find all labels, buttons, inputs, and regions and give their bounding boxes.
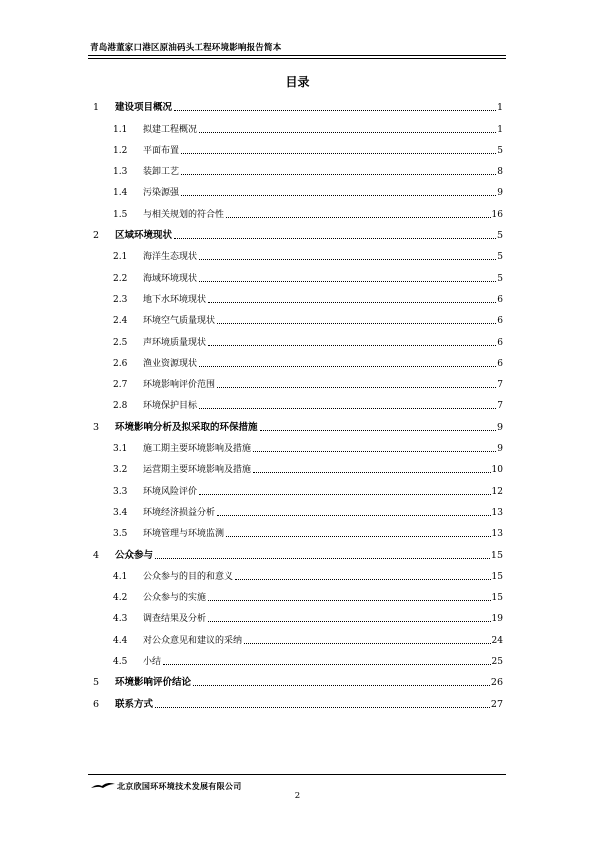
toc-entry-page: 10	[491, 465, 503, 476]
toc-dot-leader	[235, 579, 491, 580]
toc-entry-page: 5	[496, 230, 503, 242]
toc-section-entry[interactable]	[93, 454, 503, 475]
bird-logo-icon	[90, 781, 116, 791]
toc-entry-page: 9	[497, 188, 503, 199]
toc-entry-number: 1.2	[113, 145, 128, 156]
toc-entry-title: 环境经济损益分析	[143, 507, 216, 518]
toc-entry-title: 海洋生态现状	[143, 252, 198, 263]
toc-entry-title: 对公众意见和建议的采纳	[143, 635, 243, 646]
toc-entry-title: 地下水环境现状	[143, 294, 207, 305]
toc-entry-page: 16	[491, 209, 503, 220]
table-of-contents	[93, 92, 503, 710]
toc-entry-page: 7	[497, 401, 503, 412]
toc-dot-leader	[226, 217, 491, 218]
toc-entry-number: 1.5	[113, 209, 128, 220]
toc-dot-leader	[155, 558, 490, 559]
toc-dot-leader	[217, 515, 491, 516]
toc-entry-number: 3.5	[113, 529, 128, 540]
toc-entry-title: 环境风险评价	[143, 486, 198, 497]
toc-entry-title: 声环境质量现状	[143, 337, 207, 348]
footer-company-name: 北京欣国环环境技术发展有限公司	[117, 782, 242, 791]
toc-dot-leader	[174, 110, 496, 111]
toc-entry-number: 2.5	[113, 337, 128, 348]
toc-entry-title: 拟建工程概况	[143, 124, 198, 135]
toc-section-entry[interactable]	[93, 305, 503, 326]
toc-entry-title: 小结	[143, 657, 162, 668]
toc-chapter-entry[interactable]	[93, 220, 503, 241]
toc-dot-leader	[217, 387, 496, 388]
toc-entry-page: 15	[491, 571, 503, 582]
toc-entry-title: 环境空气质量现状	[143, 316, 216, 327]
toc-entry-page: 19	[491, 614, 503, 625]
toc-dot-leader	[155, 707, 490, 708]
toc-dot-leader	[199, 281, 496, 282]
toc-section-entry[interactable]	[93, 135, 503, 156]
toc-dot-leader	[208, 345, 496, 346]
toc-section-entry[interactable]	[93, 582, 503, 603]
toc-entry-number: 1.1	[113, 124, 128, 135]
toc-dot-leader	[208, 600, 491, 601]
toc-dot-leader	[217, 323, 496, 324]
toc-section-entry[interactable]	[93, 198, 503, 219]
toc-dot-leader	[163, 664, 491, 665]
toc-section-entry[interactable]	[93, 561, 503, 582]
toc-chapter-entry[interactable]	[93, 92, 503, 113]
toc-entry-number: 2.4	[113, 316, 128, 327]
toc-entry-number: 1	[93, 102, 100, 114]
toc-entry-page: 8	[497, 167, 503, 178]
toc-entry-page: 15	[490, 549, 503, 561]
toc-entry-page: 9	[497, 444, 503, 455]
toc-entry-title: 建设项目概况	[115, 102, 173, 114]
toc-dot-leader	[260, 430, 496, 431]
toc-chapter-entry[interactable]	[93, 667, 503, 688]
header-rule	[88, 55, 506, 56]
toc-entry-title: 与相关规划的符合性	[143, 209, 225, 220]
toc-entry-number: 4	[93, 549, 100, 561]
toc-entry-title: 环境管理与环境监测	[143, 529, 225, 540]
toc-section-entry[interactable]	[93, 624, 503, 645]
toc-entry-page: 6	[497, 294, 503, 305]
toc-entry-number: 1.4	[113, 188, 128, 199]
toc-entry-number: 6	[93, 698, 100, 710]
toc-section-entry[interactable]	[93, 646, 503, 667]
toc-section-entry[interactable]	[93, 326, 503, 347]
toc-dot-leader	[193, 685, 490, 686]
toc-entry-title: 施工期主要环境影响及措施	[143, 444, 252, 455]
toc-dot-leader	[199, 366, 496, 367]
toc-entry-title: 平面布置	[143, 145, 180, 156]
toc-entry-number: 2.6	[113, 358, 128, 369]
toc-entry-number: 3	[93, 421, 100, 433]
toc-dot-leader	[199, 259, 496, 260]
running-header-title: 青岛港董家口港区原油码头工程环境影响报告简本	[90, 43, 282, 53]
toc-dot-leader	[181, 153, 496, 154]
toc-section-entry[interactable]	[93, 284, 503, 305]
toc-entry-page: 15	[491, 593, 503, 604]
toc-entry-title: 公众参与	[115, 549, 154, 561]
toc-entry-page: 27	[490, 698, 503, 710]
toc-section-entry[interactable]	[93, 433, 503, 454]
toc-entry-title: 环境保护目标	[143, 401, 198, 412]
toc-section-entry[interactable]	[93, 262, 503, 283]
toc-section-entry[interactable]	[93, 156, 503, 177]
toc-entry-page: 13	[491, 529, 503, 540]
toc-dot-leader	[199, 408, 496, 409]
toc-dot-leader	[208, 302, 496, 303]
toc-chapter-entry[interactable]	[93, 688, 503, 709]
toc-entry-number: 1.3	[113, 167, 128, 178]
toc-entry-title: 海域环境现状	[143, 273, 198, 284]
toc-entry-title: 装卸工艺	[143, 167, 180, 178]
toc-entry-number: 4.5	[113, 657, 128, 668]
footer-rule	[88, 774, 506, 775]
toc-entry-page: 5	[497, 273, 503, 284]
toc-entry-page: 7	[497, 380, 503, 391]
toc-entry-page: 26	[490, 677, 503, 689]
toc-entry-page: 6	[497, 316, 503, 327]
toc-entry-number: 2.7	[113, 380, 128, 391]
toc-entry-number: 4.2	[113, 593, 128, 604]
toc-entry-page: 24	[491, 635, 503, 646]
toc-entry-page: 5	[497, 145, 503, 156]
toc-section-entry[interactable]	[93, 497, 503, 518]
toc-entry-number: 2.1	[113, 252, 128, 263]
toc-section-entry[interactable]	[93, 348, 503, 369]
toc-entry-title: 环境影响分析及拟采取的环保措施	[115, 421, 258, 433]
toc-entry-title: 区域环境现状	[115, 230, 173, 242]
toc-entry-title: 调查结果及分析	[143, 614, 207, 625]
toc-entry-page: 12	[491, 486, 503, 497]
toc-title: 目录	[285, 75, 310, 89]
toc-entry-number: 2.8	[113, 401, 128, 412]
toc-entry-page: 13	[491, 507, 503, 518]
toc-dot-leader	[226, 536, 491, 537]
toc-entry-number: 4.1	[113, 571, 128, 582]
toc-entry-title: 环境影响评价结论	[115, 677, 192, 689]
toc-entry-title: 运营期主要环境影响及措施	[143, 465, 252, 476]
toc-entry-number: 2.2	[113, 273, 128, 284]
toc-entry-page: 1	[497, 124, 503, 135]
toc-dot-leader	[199, 132, 496, 133]
toc-entry-page: 9	[496, 421, 503, 433]
toc-entry-page: 5	[497, 252, 503, 263]
toc-dot-leader	[199, 494, 491, 495]
toc-section-entry[interactable]	[93, 475, 503, 496]
toc-entry-title: 环境影响评价范围	[143, 380, 216, 391]
toc-section-entry[interactable]	[93, 241, 503, 262]
toc-entry-number: 2	[93, 230, 100, 242]
header-rule-thin	[88, 58, 506, 59]
toc-dot-leader	[253, 451, 496, 452]
toc-dot-leader	[174, 238, 496, 239]
page-number: 2	[294, 791, 301, 801]
toc-section-entry[interactable]	[93, 177, 503, 198]
toc-entry-page: 6	[497, 337, 503, 348]
toc-dot-leader	[181, 174, 496, 175]
toc-chapter-entry[interactable]	[93, 411, 503, 432]
toc-dot-leader	[208, 621, 491, 622]
toc-section-entry[interactable]	[93, 390, 503, 411]
toc-entry-number: 4.3	[113, 614, 128, 625]
toc-entry-number: 3.1	[113, 444, 128, 455]
toc-dot-leader	[244, 643, 491, 644]
toc-section-entry[interactable]	[93, 603, 503, 624]
toc-entry-number: 3.2	[113, 465, 128, 476]
toc-entry-number: 3.3	[113, 486, 128, 497]
toc-section-entry[interactable]	[93, 369, 503, 390]
toc-dot-leader	[253, 472, 491, 473]
toc-entry-title: 联系方式	[115, 698, 154, 710]
toc-entry-title: 公众参与的实施	[143, 593, 207, 604]
toc-dot-leader	[181, 195, 496, 196]
toc-entry-page: 25	[491, 657, 503, 668]
toc-entry-number: 5	[93, 677, 100, 689]
toc-entry-page: 1	[496, 102, 503, 114]
toc-entry-number: 4.4	[113, 635, 128, 646]
toc-entry-number: 3.4	[113, 507, 128, 518]
toc-chapter-entry[interactable]	[93, 539, 503, 560]
toc-entry-title: 污染源强	[143, 188, 180, 199]
toc-section-entry[interactable]	[93, 518, 503, 539]
toc-entry-title: 渔业资源现状	[143, 358, 198, 369]
toc-entry-page: 6	[497, 358, 503, 369]
toc-section-entry[interactable]	[93, 113, 503, 134]
toc-entry-number: 2.3	[113, 294, 128, 305]
toc-entry-title: 公众参与的目的和意义	[143, 571, 234, 582]
